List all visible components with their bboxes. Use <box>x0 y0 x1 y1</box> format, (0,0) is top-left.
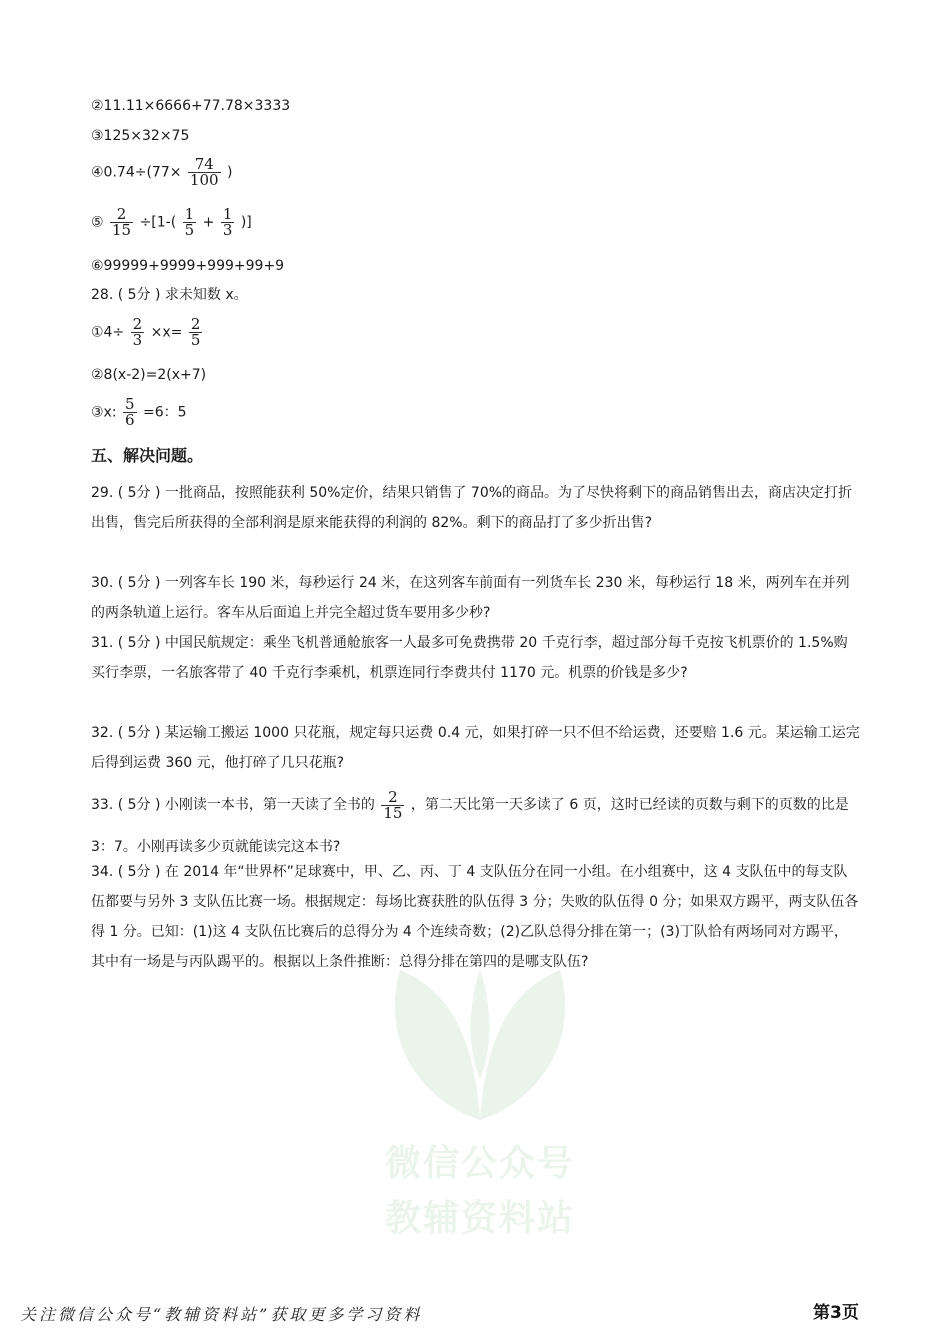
q28-heading: 28. ( 5分 ) 求未知数 x。 <box>91 287 248 303</box>
q27-item-2: ②11.11×6666+77.78×3333 <box>91 98 291 114</box>
q34: 34. ( 5分 ) 在 2014 年“世界杯”足球赛中，甲、乙、丙、丁 4 支队伍分在同一小组。在小组赛中，这 4 支队伍中的每支队伍都要与另外 3 支队伍比赛一场。根据规定：每场比赛获胜的队伍得 3 分；失败的队伍得 0 分；如果双方踢平，两支队伍各得 1 分。已知：(1)这 4 支队伍比赛后的总得分为 4 个连续奇数；(2)乙队总得分排在第一；(3)丁队恰有两场同对方踢平，其中有一场是与丙队踢平的。根据以上条件推断：总得分排在第四的是哪支队伍? <box>91 864 859 970</box>
q29: 29. ( 5分 ) 一批商品，按照能获利 50%定价，结果只销售了 70%的商品。为了尽快将剩下的商品销售出去，商店决定打折出售，售完后所获得的全部利润是原来能获得的利润的 82%。剩下的商品打了多少折出售? <box>91 485 853 531</box>
watermark-line2: 教辅资料站 <box>384 1198 575 1239</box>
fraction: $\frac{2}{15}$ <box>112 205 132 239</box>
fraction: $\frac{2}{5}$ <box>190 315 201 349</box>
q30: 30. ( 5分 ) 一列客车长 190 米，每秒运行 24 米，在这列客车前面有一列货车长 230 米，每秒运行 18 米，两列车在并列的两条轨道上运行。客车从后面追上并完全超过货车要用多少秒? <box>91 575 850 621</box>
fraction: $\frac{5}{6}$ <box>125 395 135 429</box>
q27-item-5: ⑤ $\frac{2}{15}$ ÷[1-( $\frac{1}{5}$ + $\frac{1}{3}$ )] <box>91 205 252 239</box>
q33: 33. ( 5分 ) 小刚读一本书，第一天读了全书的 $\frac{2}{15}$ ，第二天比第一天多读了 6 页，这时已经读的页数与剩下的页数的比是 3：7。小刚再读多少页就能读完这本书? <box>91 787 849 855</box>
fraction: $\frac{2}{3}$ <box>132 315 143 349</box>
fraction: $\frac{1}{5}$ <box>184 205 195 239</box>
q27-item-6: ⑥99999+9999+999+99+9 <box>91 258 285 274</box>
q27-item-4 <box>91 157 232 188</box>
fraction: $\frac{74}{100}$ <box>189 155 219 189</box>
q27-item-4-close: ) <box>227 164 233 181</box>
q28-item-2: ②8(x-2)=2(x+7) <box>91 367 207 383</box>
section-heading: 五、解决问题。 <box>91 446 204 465</box>
fraction: $\frac{2}{15}$ <box>383 787 403 822</box>
watermark <box>360 930 600 1250</box>
q28-item-1: ①4÷ $\frac{2}{3}$ ×x= $\frac{2}{5}$ <box>91 315 201 349</box>
page-number: 第3页 <box>813 1303 859 1323</box>
q31: 31. ( 5分 ) 中国民航规定：乘坐飞机普通舱旅客一人最多可免费携带 20 千克行李，超过部分每千克按飞机票价的 1.5%购买行李票，一名旅客带了 40 千克行李乘机，机票连同行李费共付 1170 元。机票的价钱是多少? <box>91 635 848 681</box>
q28-item-3: ③x: $\frac{5}{6}$ =6：5 <box>91 395 187 429</box>
q27-item-3: ③125×32×75 <box>91 128 190 144</box>
footer-note: 关注微信公众号“教辅资料站”获取更多学习资料 <box>20 1305 423 1324</box>
watermark-line1: 微信公众号 <box>384 1143 575 1184</box>
fraction: $\frac{1}{3}$ <box>222 205 233 239</box>
q32: 32. ( 5分 ) 某运输工搬运 1000 只花瓶，规定每只运费 0.4 元，如果打碎一只不但不给运费，还要赔 1.6 元。某运输工运完后得到运费 360 元，他打碎了几只花瓶? <box>91 725 860 771</box>
q27-item-4-text: ④0.74÷(77× <box>91 164 182 181</box>
